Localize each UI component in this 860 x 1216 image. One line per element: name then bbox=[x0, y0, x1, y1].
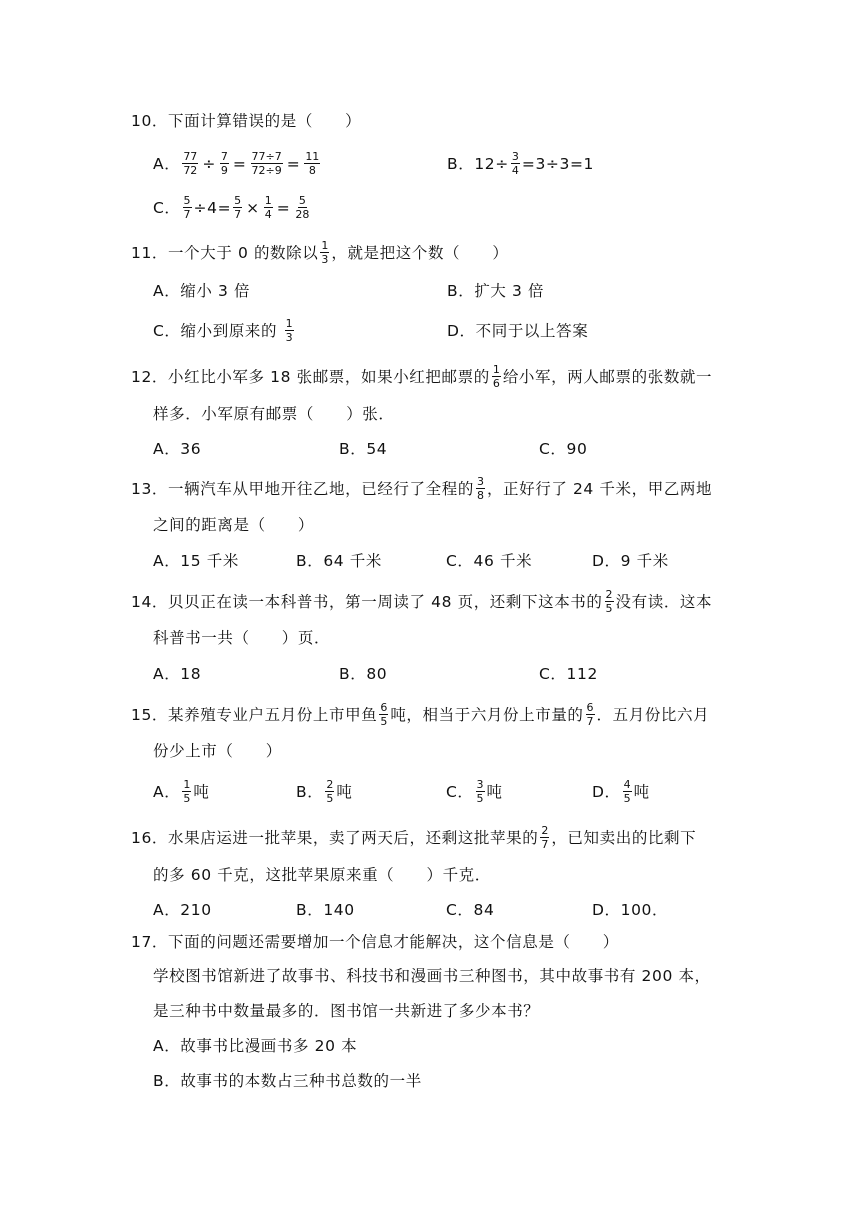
q16-option-a: A．210 bbox=[153, 901, 212, 919]
fraction: $\frac{6}{5}$ bbox=[380, 701, 388, 728]
q17-body-line1: 学校图书馆新进了故事书、科技书和漫画书三种图书，其中故事书有 200 本， bbox=[153, 967, 711, 985]
q17-option-a: A．故事书比漫画书多 20 本 bbox=[153, 1037, 358, 1055]
q13-stem-line2: 之间的距离是（ ） bbox=[153, 516, 315, 534]
q16-option-b: B．140 bbox=[296, 901, 355, 919]
q15-option-c: C． $\frac{3}{5}$ 吨 bbox=[446, 778, 503, 805]
q15-option-b: B． $\frac{2}{5}$ 吨 bbox=[296, 778, 353, 805]
q12-option-c: C．90 bbox=[539, 440, 588, 458]
q13-option-a: A．15 千米 bbox=[153, 552, 239, 570]
q10-option-c: C． $\frac{5}{7}$ ÷4= $\frac{5}{7}$ × $\frac{1}{4}$ = $\frac{5}{28}$ bbox=[153, 194, 310, 221]
q14-option-c: C．112 bbox=[539, 665, 598, 683]
q17-option-b: B．故事书的本数占三种书总数的一半 bbox=[153, 1072, 422, 1090]
fraction: $\frac{5}{28}$ bbox=[295, 194, 310, 221]
fraction: $\frac{3}{5}$ bbox=[476, 778, 484, 805]
q16-option-c: C．84 bbox=[446, 901, 495, 919]
q15-stem-line1: 15．某养殖专业户五月份上市甲鱼 $\frac{6}{5}$ 吨，相当于六月份上市量的 $\frac{6}{7}$ ．五月份比六月 bbox=[131, 701, 710, 728]
q13-option-b: B．64 千米 bbox=[296, 552, 382, 570]
q17-stem: 17．下面的问题还需要增加一个信息才能解决，这个信息是（ ） bbox=[131, 933, 619, 951]
q16-stem-line1: 16．水果店运进一批苹果，卖了两天后，还剩这批苹果的 $\frac{2}{7}$ ，已知卖出的比剩下 bbox=[131, 824, 697, 851]
q10-option-b: B．12÷ $\frac{3}{4}$ =3÷3=1 bbox=[447, 150, 595, 177]
q12-option-b: B．54 bbox=[339, 440, 388, 458]
q10-stem: 10．下面计算错误的是（ ） bbox=[131, 112, 362, 130]
q13-option-c: C．46 千米 bbox=[446, 552, 533, 570]
q17-body-line2: 是三种书中数量最多的．图书馆一共新进了多少本书？ bbox=[153, 1002, 540, 1020]
fraction: $\frac{2}{5}$ bbox=[326, 778, 334, 805]
q12-stem-line2: 样多．小军原有邮票（ ）张． bbox=[153, 405, 395, 423]
fraction: $\frac{4}{5}$ bbox=[623, 778, 631, 805]
fraction: $\frac{3}{8}$ bbox=[476, 475, 484, 502]
fraction: $\frac{1}{6}$ bbox=[492, 363, 500, 390]
q13-stem-line1: 13．一辆汽车从甲地开往乙地，已经行了全程的 $\frac{3}{8}$ ，正好行了 24 千米，甲乙两地 bbox=[131, 475, 713, 502]
q15-option-a: A． $\frac{1}{5}$ 吨 bbox=[153, 778, 210, 805]
fraction: $\frac{77\div 7}{72\div 9}$ bbox=[251, 150, 282, 177]
fraction: $\frac{1}{3}$ bbox=[285, 317, 293, 344]
q15-option-d: D． $\frac{4}{5}$ 吨 bbox=[592, 778, 650, 805]
fraction: $\frac{1}{3}$ bbox=[321, 239, 329, 266]
q11-stem: 11．一个大于 0 的数除以 $\frac{1}{3}$ ，就是把这个数（ ） bbox=[131, 239, 509, 266]
fraction: $\frac{6}{7}$ bbox=[586, 701, 594, 728]
q14-option-a: A．18 bbox=[153, 665, 202, 683]
fraction: $\frac{7}{9}$ bbox=[220, 150, 228, 177]
q11-option-b: B．扩大 3 倍 bbox=[447, 282, 545, 300]
fraction: $\frac{5}{7}$ bbox=[234, 194, 242, 221]
q14-stem-line1: 14．贝贝正在读一本科普书，第一周读了 48 页，还剩下这本书的 $\frac{2}{5}$ 没有读．这本 bbox=[131, 588, 713, 615]
fraction: $\frac{1}{4}$ bbox=[264, 194, 272, 221]
q14-stem-line2: 科普书一共（ ）页． bbox=[153, 629, 331, 647]
fraction: $\frac{1}{5}$ bbox=[183, 778, 191, 805]
q12-stem-line1: 12．小红比小军多 18 张邮票，如果小红把邮票的 $\frac{1}{6}$ 给小军，两人邮票的张数就一 bbox=[131, 363, 713, 390]
q11-option-c: C．缩小到原来的 $\frac{1}{3}$ bbox=[153, 317, 293, 344]
q11-option-a: A．缩小 3 倍 bbox=[153, 282, 251, 300]
fraction: $\frac{5}{7}$ bbox=[183, 194, 191, 221]
q16-option-d: D．100． bbox=[592, 901, 669, 919]
fraction: $\frac{77}{72}$ bbox=[183, 150, 198, 177]
fraction: $\frac{3}{4}$ bbox=[511, 150, 519, 177]
q11-option-d: D．不同于以上答案 bbox=[447, 322, 589, 340]
q15-stem-line2: 份少上市（ ） bbox=[153, 742, 282, 760]
q12-option-a: A．36 bbox=[153, 440, 202, 458]
fraction: $\frac{11}{8}$ bbox=[305, 150, 320, 177]
q16-stem-line2: 的多 60 千克，这批苹果原来重（ ）千克． bbox=[153, 866, 491, 884]
q10-option-a: A． $\frac{77}{72}$ ÷ $\frac{7}{9}$ = $\frac{77\div 7}{72\div 9}$ = $\frac{11}{8}$ bbox=[153, 150, 320, 177]
q14-option-b: B．80 bbox=[339, 665, 388, 683]
q13-option-d: D．9 千米 bbox=[592, 552, 669, 570]
fraction: $\frac{2}{5}$ bbox=[605, 588, 613, 615]
fraction: $\frac{2}{7}$ bbox=[541, 824, 549, 851]
